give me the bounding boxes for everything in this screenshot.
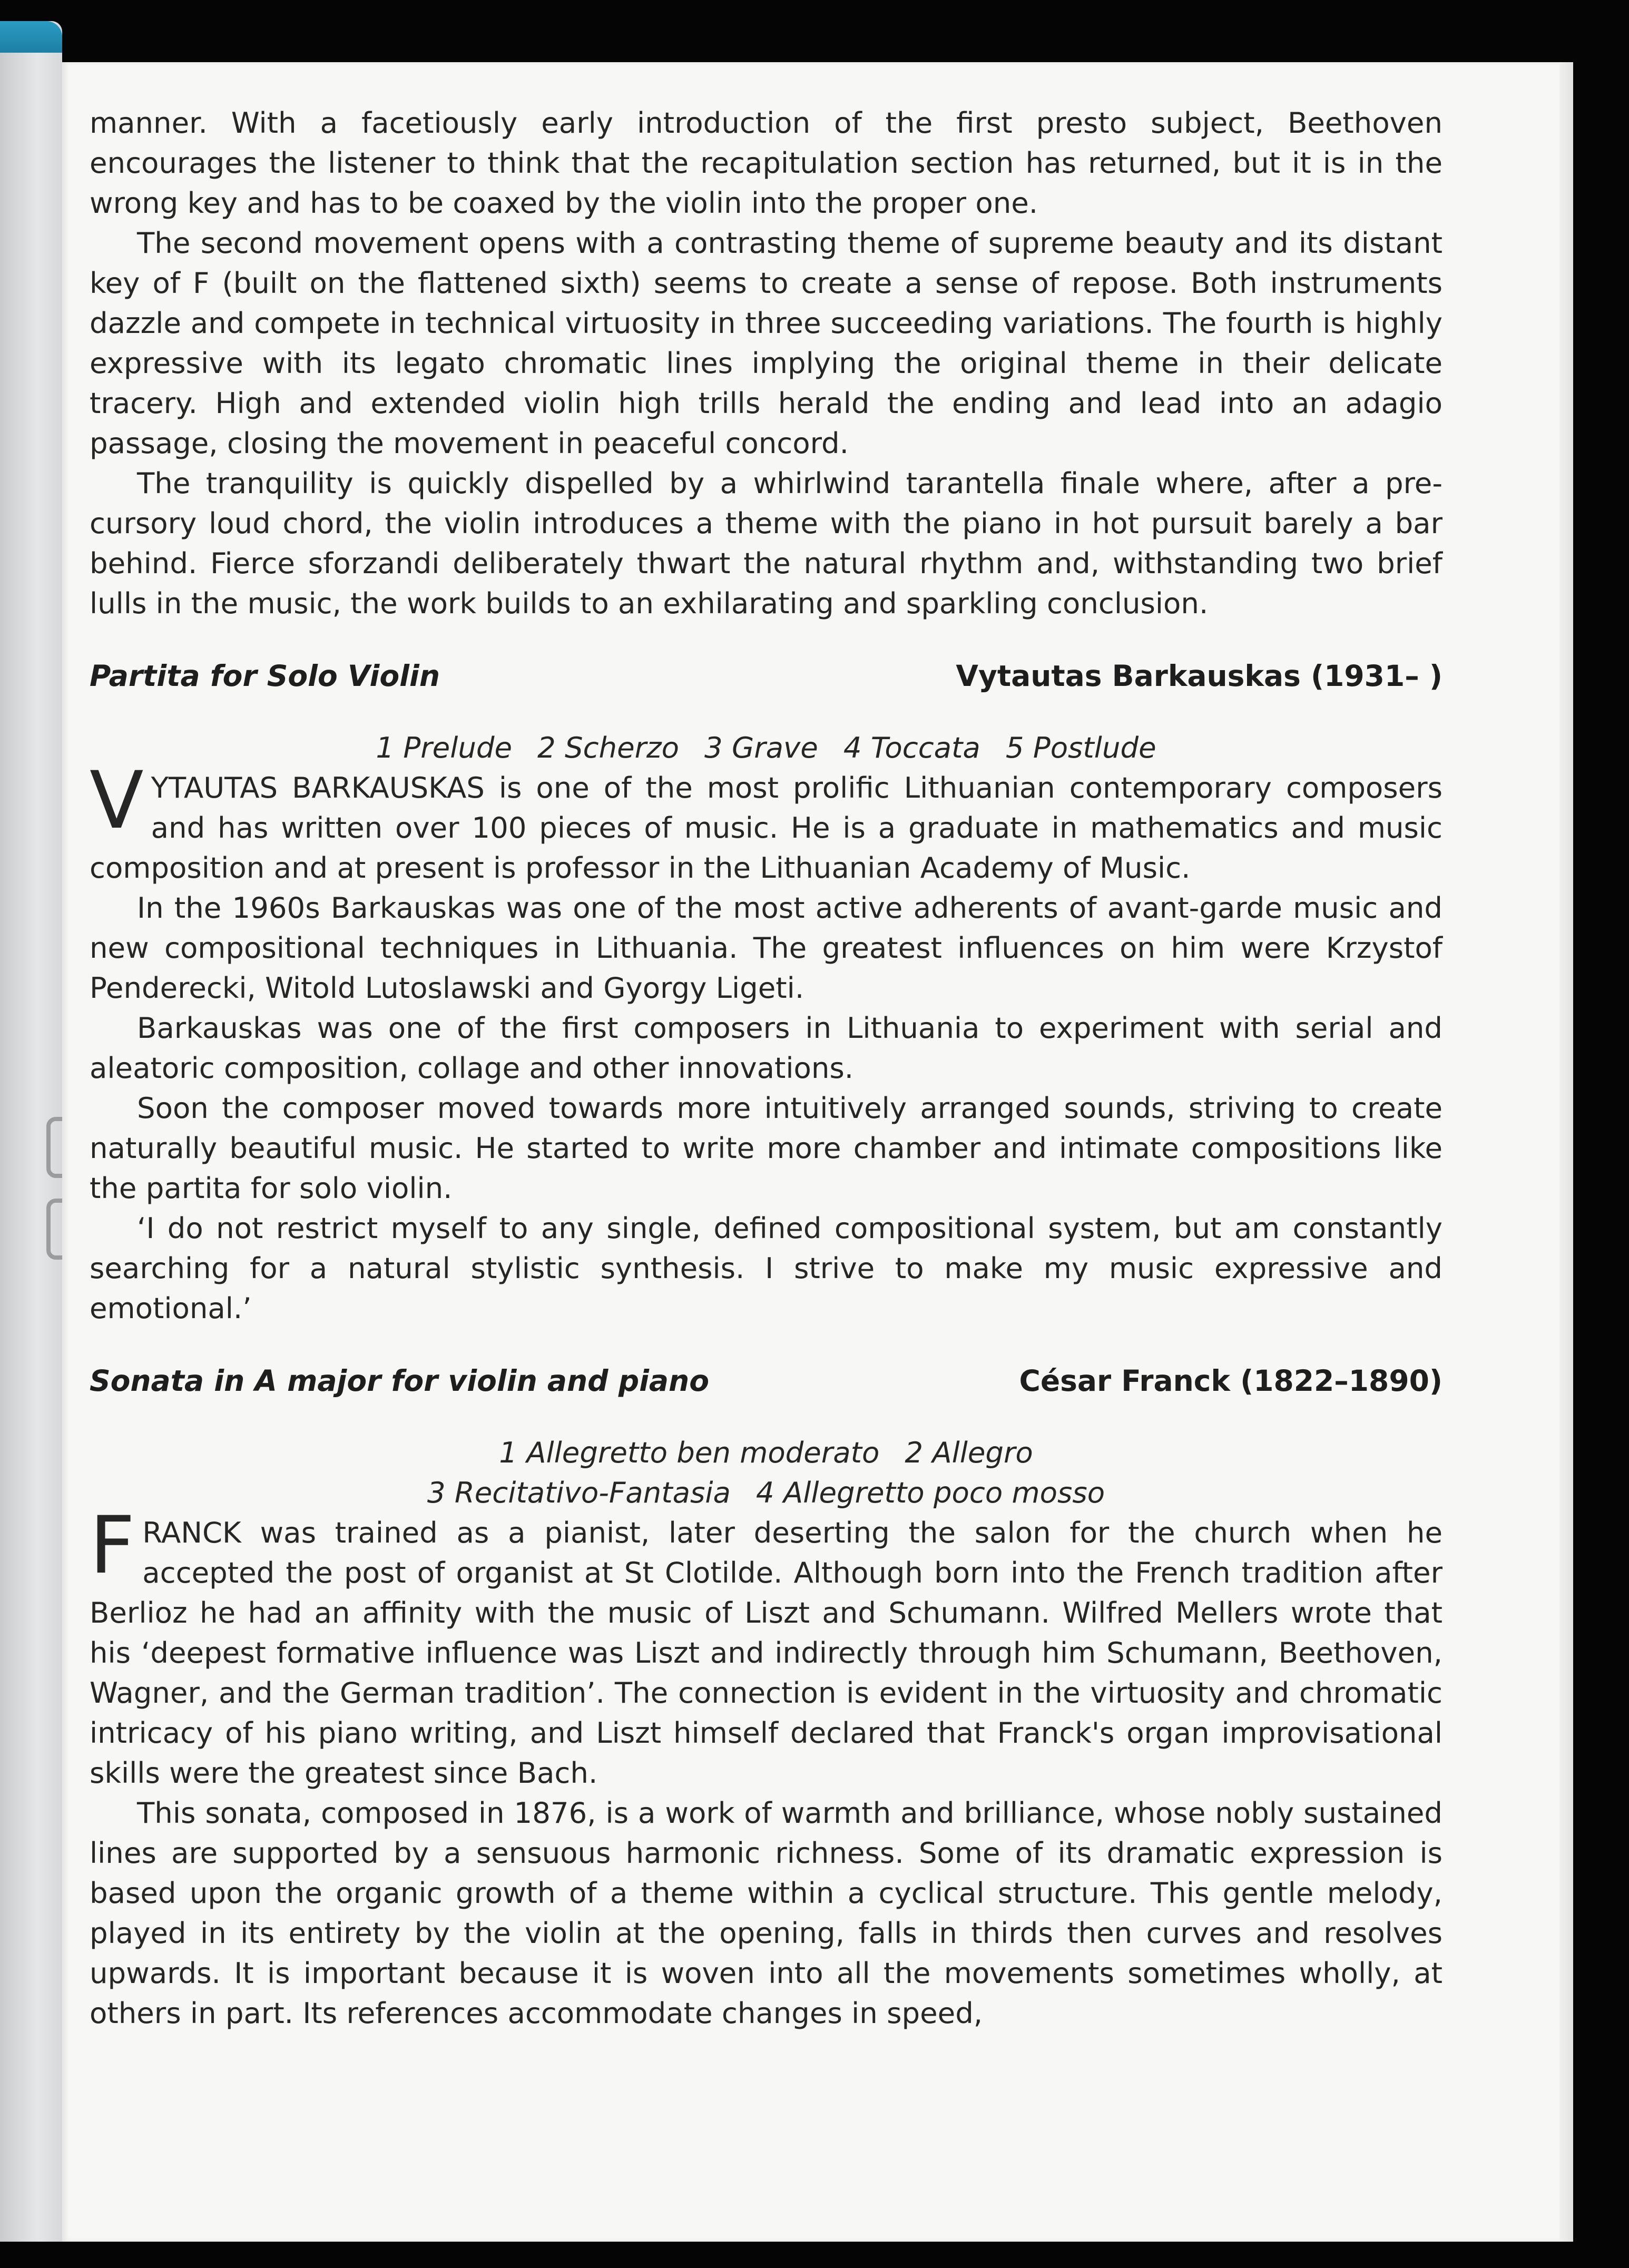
page-right-edge (1559, 62, 1573, 2242)
section-heading-sonata (90, 1361, 1442, 1401)
paragraph: In the 1960s Barkauskas was one of the most active adherents of avant-garde music and new compositional techniques in Lithuania. The greatest influences on him were Krzystof Penderecki, Witold Lutoslawski and Gyorgy Ligeti. (90, 891, 1442, 1005)
paragraph: Soon the composer moved towards more intuitively arranged sounds, striving to create naturally beautiful music. He started to write more chamber and intimate compositions like the partita for solo violin. (90, 1091, 1442, 1205)
movement-list-line-1 (90, 1432, 1442, 1472)
paragraph-text: is one of the most prolific Lithuanian contemporary composers and has written over 100 pieces of music. He is a graduate in mathematics and music composition and at present is professor in the Lithuanian Academy of Music. (90, 771, 1443, 885)
cover-edge (0, 21, 62, 53)
movement-item: 2 Scherzo (537, 731, 679, 764)
paragraph: The tranquility is quickly dispelled by a whirlwind tarantella finale where, after a precursory loud chord, the violin introduces a theme with the piano in hot pursuit barely a bar behind. Fierce sforzandi deliberately thwart the natural rhythm and, withstanding two brief lulls in the music, the work builds to an exhilarating and sparkling conclusion. (90, 466, 1442, 620)
paragraph-text: was trained as a pianist, later deserting the salon for the church when he accepted the post of organist at St Clotilde. Although born into the French tradition after Berlioz he had an affinity with the music of Liszt and Schumann. Wilfred Mellers wrote that his ‘deepest formative influence was Liszt and indirectly through him Schumann, Beethoven, Wagner, and the German tradition’. The connection is evident in the virtuosity and chromatic intricacy of his piano writing, and Liszt himself declared that Franck's organ improvisational skills were the greatest since Bach. (90, 1516, 1442, 1790)
work-title: Partita for Solo Violin (90, 659, 440, 693)
drop-cap: V (90, 755, 144, 847)
work-title: Sonata in A major for violin and piano (90, 1364, 709, 1398)
paragraph: manner. With a facetiously early introduction of the first presto subject, Beethoven encourages the listener to think that the recapitulation section has returned, but it is in the wrong key and has to be coaxed by the violin into the proper one. (90, 106, 1442, 220)
paragraph-with-dropcap (90, 1500, 1442, 1793)
drop-cap: F (90, 1500, 135, 1592)
movement-item: 5 Postlude (1005, 731, 1156, 764)
lead-caps: YTAUTAS BARKAUSKAS (151, 771, 485, 804)
movement-item: 2 Allegro (905, 1436, 1033, 1469)
paragraph: This sonata, composed in 1876, is a work of warmth and brilliance, whose nobly sustained lines are supported by a sensuous harmonic richness. Some of its dramatic expression is based upon the organic growth of a theme within a cyclical structure. This gentle melody, played in its entirety by the violin at the opening, falls in thirds then curves and resolves upwards. It is important because it is woven into all the movements sometimes wholly, at others in part. Its references accommodate changes in speed, (90, 1796, 1442, 2030)
paragraph-with-dropcap (90, 755, 1443, 888)
paragraph: ‘I do not restrict myself to any single, defined compositional system, but am constantly searching for a natural stylistic synthesis. I strive to make my music expressive and emotional.’ (90, 1211, 1442, 1325)
movement-item: 3 Recitativo-Fantasia (427, 1476, 731, 1509)
movement-list (90, 728, 1442, 768)
movement-item: 4 Toccata (843, 731, 980, 764)
movement-item: 1 Prelude (376, 731, 512, 764)
composer-name: Vytautas Barkauskas (1931– ) (956, 659, 1442, 693)
movement-item: 3 Grave (704, 731, 818, 764)
page-content (90, 103, 1442, 2033)
paragraph: The second movement opens with a contrasting theme of supreme beauty and its distant key of F (built on the flattened sixth) seems to create a sense of repose. Both instruments dazzle and compete in technical virtuosity in three succeeding variations. The fourth is highly expressive with its legato chromatic lines implying the original theme in their delicate tracery. High and extended violin high trills herald the ending and lead into an adagio passage, closing the movement in peaceful concord. (90, 226, 1442, 460)
lead-caps: RANCK (142, 1516, 241, 1549)
composer-name: César Franck (1822–1890) (1019, 1364, 1442, 1398)
movement-item: 1 Allegretto ben moderato (499, 1436, 880, 1469)
paragraph: Barkauskas was one of the first composers in Lithuania to experiment with serial and aleatoric composition, collage and other innovations. (90, 1011, 1442, 1085)
movement-item: 4 Allegretto poco mosso (755, 1476, 1105, 1509)
movement-list-line-2 (90, 1472, 1442, 1513)
section-heading-partita (90, 656, 1442, 696)
